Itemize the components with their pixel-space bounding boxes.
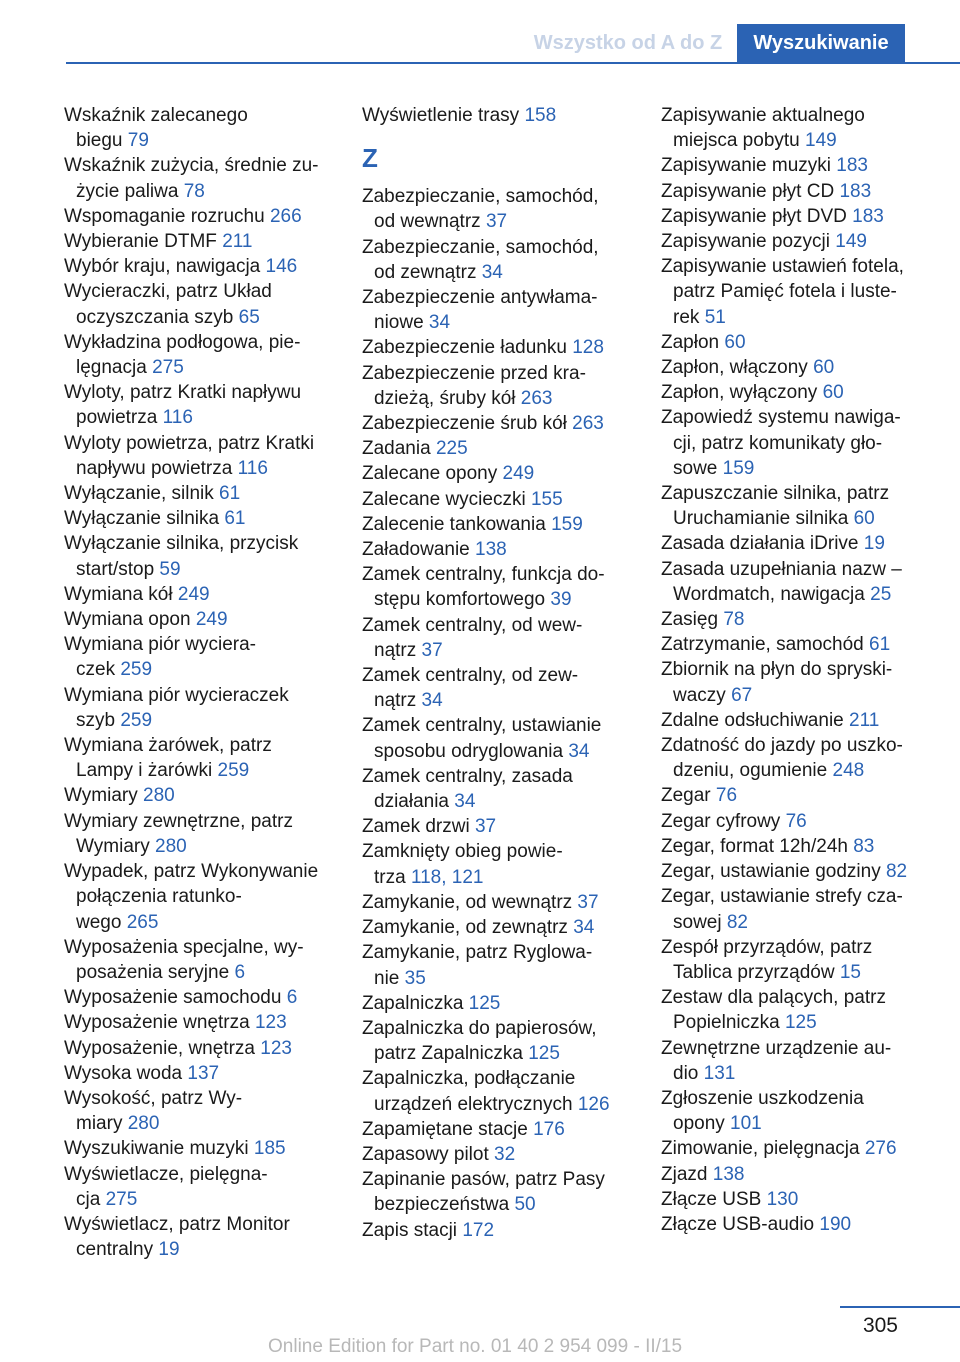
index-entry-text: Zapisywanie płyt DVD (661, 205, 853, 227)
page-reference-link[interactable]: 82 (885, 861, 908, 883)
index-entry (661, 557, 931, 607)
index-entry-text: Wybór kraju, nawigacja (64, 256, 266, 278)
index-entry-text: Wyłączanie silnika, przycisk start/stop (64, 533, 299, 580)
index-entry-text: Wskaźnik zalecanego biegu (64, 105, 248, 152)
index-entry (64, 733, 336, 783)
index-entry (661, 405, 931, 481)
index-entry (362, 940, 636, 990)
index-entry (661, 935, 931, 985)
index-entry (661, 153, 931, 178)
index-entry-text: Wymiana żarówek, patrz Lampy i żarówki (64, 735, 272, 782)
index-entry-text: Zabezpieczenie antywłama‐ niowe (362, 287, 598, 334)
tab-a-to-z[interactable]: Wszystko od A do Z (533, 31, 723, 54)
index-entry-text: Zasada uzupełniania nazw – Wordmatch, nawigacja (661, 558, 902, 605)
page-reference-link[interactable]: 128 (572, 337, 604, 359)
index-entry-text: Wysokość, patrz Wy‐ miary (64, 1087, 243, 1135)
index-entry-text: Zestaw dla palących, patrz Popielniczka (661, 987, 886, 1034)
index-entry-text: Wyposażenie samochodu (64, 987, 287, 1009)
index-entry-text: Wymiana piór wycieraczek szyb (64, 684, 289, 731)
page-reference-link[interactable]: 34 (428, 312, 451, 334)
index-entry-text: Zalecane opony (362, 463, 503, 485)
page-reference-link[interactable]: 225 (435, 438, 468, 460)
index-entry-text: Zabezpieczenie śrub kół (362, 413, 573, 435)
index-entry (661, 708, 931, 733)
page-reference-link[interactable]: 263 (520, 387, 553, 409)
index-entry-text: Zapisywanie aktualnego miejsca pobytu (661, 105, 865, 152)
page-reference-link[interactable]: 123 (260, 1037, 292, 1059)
index-entry (661, 809, 931, 834)
page-reference-link[interactable]: 32 (494, 1143, 516, 1165)
header (0, 0, 960, 64)
page-reference-link[interactable]: 37 (421, 639, 443, 661)
index-entry (362, 361, 636, 411)
page-reference-link[interactable]: 79 (127, 130, 149, 152)
index-entry-text: Zapisywanie ustawień fotela, patrz Pamięć fotela i luste‐ rek (661, 256, 904, 328)
page-reference-link[interactable]: 183 (839, 180, 872, 202)
index-entry-text: Zamek drzwi (362, 816, 475, 838)
page-reference-link[interactable]: 138 (475, 539, 507, 561)
index-entry-text: Zapamiętane stacje (362, 1118, 534, 1140)
page-reference-link[interactable]: 266 (269, 205, 302, 227)
page-reference-link[interactable]: 155 (530, 488, 563, 510)
index-entry (362, 411, 636, 436)
page-reference-link[interactable]: 159 (551, 513, 583, 535)
index-entry (64, 380, 336, 430)
page-reference-link[interactable]: 126 (577, 1093, 610, 1115)
index-entry-text: Zamykanie, patrz Ryglowa‐ nie (362, 942, 593, 989)
header-rule (66, 62, 960, 64)
page-reference-link[interactable]: 275 (105, 1188, 138, 1210)
page-reference-link[interactable]: 125 (784, 1012, 817, 1034)
index-entry (64, 582, 336, 607)
index-entry (64, 279, 336, 329)
index-entry-text: Wysoka woda (64, 1062, 188, 1084)
index-entry (64, 859, 336, 935)
index-entry-text: Wypadek, patrz Wykonywanie połączenia ratunko‐ wego (64, 861, 319, 933)
index-entry-text: Wspomaganie rozruchu (64, 205, 270, 227)
index-entry (362, 562, 636, 612)
index-entry-text: Zapalniczka do papierosów, patrz Zapalniczka (362, 1017, 597, 1065)
page-reference-link[interactable]: 211 (849, 709, 880, 731)
index-entry-text: Wykładzina podłogowa, pie‐ lęgnacja (64, 331, 301, 379)
index-entry (362, 1218, 636, 1243)
page-reference-link[interactable]: 37 (577, 891, 599, 913)
index-entry (64, 229, 336, 254)
page-reference-link[interactable]: 78 (723, 609, 745, 631)
index-entry-text: Zamek centralny, od wew‐ nątrz (362, 614, 583, 661)
index-entry-text: Zapisywanie płyt CD (661, 180, 840, 202)
index-entry (64, 103, 336, 153)
index-entry-text: Zespół przyrządów, patrz Tablica przyrządów (661, 936, 873, 983)
page-reference-link[interactable]: 138 (712, 1163, 745, 1185)
index-entry-text: Wyposażenie wnętrza (64, 1012, 255, 1034)
page-reference-link[interactable]: 76 (785, 810, 807, 832)
index-entry-text: Zadania (362, 438, 436, 460)
index-entry (661, 1086, 931, 1136)
index-entry-text: Zegar (661, 785, 716, 807)
page-reference-link[interactable]: 116 (162, 407, 193, 429)
section-letter: Z (362, 143, 378, 174)
index-entry (362, 335, 636, 360)
index-entry (661, 607, 931, 632)
page-reference-link[interactable]: 83 (853, 835, 875, 857)
index-entry-text: Zamek centralny, od zew‐ nątrz (362, 665, 579, 712)
index-entry-text: Zabezpieczanie, samochód, od zewnątrz (362, 236, 599, 283)
index-entry (64, 1061, 336, 1086)
page-reference-link[interactable]: 183 (836, 155, 868, 177)
index-entry-text: Zamykanie, od wewnątrz (362, 891, 578, 913)
page-reference-link[interactable]: 280 (143, 785, 175, 807)
page-reference-link[interactable]: 130 (766, 1188, 799, 1210)
index-entry-text: Wyposażenie, wnętrza (64, 1037, 261, 1059)
index-entry (661, 1212, 931, 1237)
index-entry (362, 1142, 636, 1167)
index-entry (64, 153, 336, 203)
page-reference-link[interactable]: 60 (853, 508, 875, 530)
page-reference-link[interactable]: 34 (421, 690, 443, 712)
page-reference-link[interactable]: 116 (237, 457, 268, 479)
index-entry-text: Zamek centralny, funkcja do‐ stępu komfortowego (362, 564, 605, 611)
page-reference-link[interactable]: 159 (722, 457, 755, 479)
index-entry (661, 1187, 931, 1212)
index-entry-text: Złącze USB (661, 1188, 767, 1210)
index-entry-text: Zapisywanie pozycji (661, 231, 836, 253)
page-reference-link[interactable]: 158 (524, 105, 557, 126)
index-entry (362, 436, 636, 461)
index-entry (64, 1086, 336, 1136)
index-entry-text: Zalecenie tankowania (362, 513, 552, 535)
tab-search[interactable]: Wyszukiwanie (737, 24, 905, 62)
page-reference-link[interactable]: 19 (863, 533, 885, 555)
page-reference-link[interactable]: 118, 121 (410, 866, 484, 888)
index-entry-text: Zapuszczanie silnika, patrz Uruchamianie silnika (661, 483, 890, 530)
index-entry-text: Zegar cyfrowy (661, 810, 786, 832)
page-reference-link[interactable]: 19 (158, 1239, 180, 1261)
index-entry-text: Zapasowy pilot (362, 1143, 495, 1165)
index-entry-text: Zapis stacji (362, 1219, 463, 1241)
index-entry (362, 890, 636, 915)
index-entry-text: Wymiana piór wyciera‐ czek (64, 634, 256, 681)
page-reference-link[interactable]: 185 (253, 1138, 286, 1160)
page-reference-link[interactable]: 6 (286, 987, 298, 1009)
index-entry (362, 814, 636, 839)
index-column-2 (362, 103, 636, 1243)
index-entry (661, 884, 931, 934)
footer-rule (840, 1306, 960, 1308)
index-entry-text: Zdatność do jazdy po uszko‐ dzeniu, ogumienie (661, 735, 903, 782)
page-reference-link[interactable]: 65 (238, 306, 260, 328)
page-reference-link[interactable]: 67 (731, 684, 753, 706)
index-entry-text: Zamek centralny, zasada działania (362, 765, 573, 813)
page-reference-link[interactable]: 125 (468, 992, 501, 1014)
index-entry (362, 487, 636, 512)
page-reference-link[interactable]: 34 (454, 791, 476, 813)
index-entry-text: Zapisywanie muzyki (661, 155, 837, 177)
page-reference-link[interactable]: 35 (404, 967, 426, 989)
index-entry-text: Zewnętrzne urządzenie au‐ dio (661, 1037, 892, 1084)
page-reference-link[interactable]: 61 (869, 634, 891, 656)
index-entry-text: Zegar, ustawianie godziny (661, 861, 886, 883)
index-entry-text: Zapalniczka, podłączanie urządzeń elektrycznych (362, 1068, 576, 1115)
page-reference-link[interactable]: 211 (222, 231, 253, 253)
page-reference-link[interactable]: 263 (572, 413, 604, 435)
index-entry (64, 330, 336, 380)
index-entry-text: Zegar, ustawianie strefy cza‐ sowej (661, 886, 903, 933)
index-entry (661, 531, 931, 556)
index-entry (362, 461, 636, 486)
page-reference-link[interactable]: 172 (462, 1219, 495, 1241)
page-reference-link[interactable]: 146 (265, 256, 298, 278)
index-entry (64, 1136, 336, 1161)
page-reference-link[interactable]: 259 (120, 659, 153, 681)
page-reference-link[interactable]: 60 (813, 357, 835, 379)
page-reference-link[interactable]: 276 (864, 1138, 897, 1160)
index-entry-text: Wymiana opon (64, 609, 196, 631)
page-reference-link[interactable]: 280 (127, 1113, 160, 1135)
page-reference-link[interactable]: 259 (120, 709, 153, 731)
index-entry-text: Zapalniczka (362, 992, 469, 1014)
page-reference-link[interactable]: 59 (159, 558, 181, 580)
index-entry-text: Zamykanie, od zewnątrz (362, 917, 574, 939)
index-entry-text: Wyloty powietrza, patrz Kratki napływu powietrza (64, 432, 315, 479)
index-entry-text: Wymiana kół (64, 583, 178, 605)
page-reference-link[interactable]: 76 (715, 785, 738, 807)
index-entry (661, 481, 931, 531)
page-reference-link[interactable]: 265 (126, 911, 159, 933)
index-entry (362, 1066, 636, 1116)
index-entry (64, 1010, 336, 1035)
page-reference-link[interactable]: 60 (724, 331, 746, 353)
index-entry (661, 657, 931, 707)
edition-note: Online Edition for Part no. 01 40 2 954 099 - II/15 (268, 1336, 683, 1357)
index-entry (64, 783, 336, 808)
page-reference-link[interactable]: 280 (155, 835, 187, 857)
page-reference-link[interactable]: 249 (177, 583, 210, 605)
index-entry-text: Zegar, format 12h/24h (661, 835, 854, 857)
index-entry (661, 632, 931, 657)
page-reference-link[interactable]: 6 (234, 961, 246, 983)
page-reference-link[interactable]: 82 (726, 911, 748, 933)
page-reference-link[interactable]: 37 (485, 211, 508, 233)
index-column-1 (64, 103, 336, 1262)
index-entry (362, 537, 636, 562)
index-entry (661, 985, 931, 1035)
page-reference-link[interactable]: 61 (224, 508, 246, 530)
index-entry (64, 985, 336, 1010)
index-entry (362, 512, 636, 537)
index-entry-text: Zasięg (661, 609, 724, 631)
page-reference-link[interactable]: 78 (183, 180, 205, 202)
index-entry (362, 1117, 636, 1142)
index-entry (661, 103, 931, 153)
index-entry-text: Zalecane wycieczki (362, 488, 531, 510)
index-entry (64, 481, 336, 506)
index-entry (362, 663, 636, 713)
page-reference-link[interactable]: 50 (514, 1194, 536, 1216)
page-reference-link[interactable]: 149 (805, 130, 837, 152)
index-entry (362, 613, 636, 663)
index-entry-text: Wyłączanie silnika (64, 508, 225, 530)
index-entry-text: Zapinanie pasów, patrz Pasy bezpieczeństwa (362, 1169, 605, 1216)
index-entry-text: Zasada działania iDrive (661, 533, 864, 555)
index-entry-text: Zapłon, wyłączony (661, 382, 823, 404)
index-entry-text: Wymiary zewnętrzne, patrz Wymiary (64, 810, 293, 857)
page-reference-link[interactable]: 61 (219, 483, 241, 505)
page-reference-link[interactable]: 176 (533, 1118, 565, 1140)
index-entry-text: Zatrzymanie, samochód (661, 634, 870, 656)
index-entry-text: Zbiornik na płyn do spryski‐ waczy (661, 659, 893, 706)
index-entry-text: Wymiary (64, 785, 143, 807)
index-entry (661, 254, 931, 330)
index-entry (661, 355, 931, 380)
index-entry-text: Zabezpieczenie ładunku (362, 337, 573, 359)
index-entry-text: Wyloty, patrz Kratki napływu powietrza (64, 382, 302, 429)
page-reference-link[interactable]: 60 (822, 382, 844, 404)
index-entry-text: Wyświetlacz, patrz Monitor centralny (64, 1213, 290, 1261)
index-entry-text: Zdalne odsłuchiwanie (661, 709, 850, 731)
page-reference-link[interactable]: 137 (187, 1062, 220, 1084)
index-entry-text: Zgłoszenie uszkodzenia opony (661, 1087, 864, 1135)
page-reference-link[interactable]: 131 (703, 1062, 736, 1084)
index-entry (362, 991, 636, 1016)
index-entry (661, 1136, 931, 1161)
index-entry-text: Zamek centralny, ustawianie sposobu odryglowania (362, 715, 602, 762)
index-entry (64, 935, 336, 985)
index-entry (661, 229, 931, 254)
index-entry (661, 1036, 931, 1086)
index-entry (661, 204, 931, 229)
page-reference-link[interactable]: 183 (852, 205, 884, 227)
index-entry (661, 179, 931, 204)
index-entry-text: Zjazd (661, 1163, 713, 1185)
page-reference-link[interactable]: 101 (730, 1113, 762, 1135)
index-entry-text: Wybieranie DTMF (64, 231, 223, 253)
index-entry (362, 764, 636, 814)
page-reference-link[interactable]: 15 (839, 961, 861, 983)
index-entry-text: Wskaźnik zużycia, średnie zu‐ życie paliwa (64, 155, 319, 202)
index-entry-text: Wycieraczki, patrz Układ oczyszczania szyb (64, 281, 272, 328)
index-entry (64, 506, 336, 531)
index-entry-text: Wyłączanie, silnik (64, 483, 220, 505)
index-entry (661, 834, 931, 859)
index-entry (64, 254, 336, 279)
page-reference-link[interactable]: 248 (832, 760, 865, 782)
index-entry (362, 103, 636, 128)
page-reference-link[interactable]: 51 (704, 306, 726, 328)
index-entry (362, 1167, 636, 1217)
index-entry-text: Zimowanie, pielęgnacja (661, 1138, 865, 1160)
index-entry-text: Zabezpieczenie przed kra‐ dzieżą, śruby kół (362, 362, 586, 409)
index-entry (661, 733, 931, 783)
page-reference-link[interactable]: 34 (568, 740, 590, 762)
index-entry (64, 431, 336, 481)
index-entry (64, 809, 336, 859)
index-entry-text: Załadowanie (362, 539, 476, 561)
index-entry (64, 607, 336, 632)
index-entry (64, 1036, 336, 1061)
index-entry-text: Zapowiedź systemu nawiga‐ cji, patrz komunikaty gło‐ sowe (661, 407, 901, 479)
index-entry (362, 839, 636, 889)
page-reference-link[interactable]: 125 (528, 1043, 560, 1065)
page-number: 305 (862, 1314, 898, 1337)
index-entry-text: Wyświetlenie trasy (362, 105, 525, 126)
page-reference-link[interactable]: 249 (195, 609, 228, 631)
index-entry-text: Zabezpieczanie, samochód, od wewnątrz (362, 186, 599, 233)
index-entry (362, 1016, 636, 1066)
page-reference-link[interactable]: 25 (870, 583, 892, 605)
index-entry (64, 204, 336, 229)
page-reference-link[interactable]: 190 (819, 1213, 852, 1235)
index-entry (64, 683, 336, 733)
index-entry (362, 285, 636, 335)
index-entry (64, 1162, 336, 1212)
index-entry (64, 632, 336, 682)
index-entry-text: Wyszukiwanie muzyki (64, 1138, 254, 1160)
index-entry-text: Złącze USB-audio (661, 1213, 820, 1235)
index-entry (362, 713, 636, 763)
page-reference-link[interactable]: 34 (573, 917, 595, 939)
index-entry (362, 915, 636, 940)
page-reference-link[interactable]: 37 (474, 816, 497, 838)
index-entry-text: Zapłon (661, 331, 725, 353)
page-reference-link[interactable]: 149 (835, 231, 867, 253)
page-reference-link[interactable]: 34 (481, 261, 503, 283)
index-entry-text: Zapłon, włączony (661, 357, 814, 379)
index-entry (64, 531, 336, 581)
index-entry (362, 235, 636, 285)
index-entry (661, 859, 931, 884)
page-reference-link[interactable]: 249 (502, 463, 535, 485)
page-reference-link[interactable]: 259 (217, 760, 250, 782)
page-reference-link[interactable]: 39 (550, 589, 572, 611)
index-entry (64, 1212, 336, 1262)
index-entry (661, 380, 931, 405)
index-entry (661, 1162, 931, 1187)
page-reference-link[interactable]: 275 (152, 357, 184, 379)
index-entry-text: Wyposażenia specjalne, wy‐ posażenia seryjne (64, 936, 304, 983)
index-entry (661, 330, 931, 355)
page-reference-link[interactable]: 123 (254, 1012, 287, 1034)
index-entry-text: Zamknięty obieg powie‐ trza (362, 841, 563, 888)
index-entry-text: Wyświetlacze, pielęgna‐ cja (64, 1163, 268, 1210)
index-entry (661, 783, 931, 808)
index-entry (362, 184, 636, 234)
index-column-3 (661, 103, 931, 1237)
